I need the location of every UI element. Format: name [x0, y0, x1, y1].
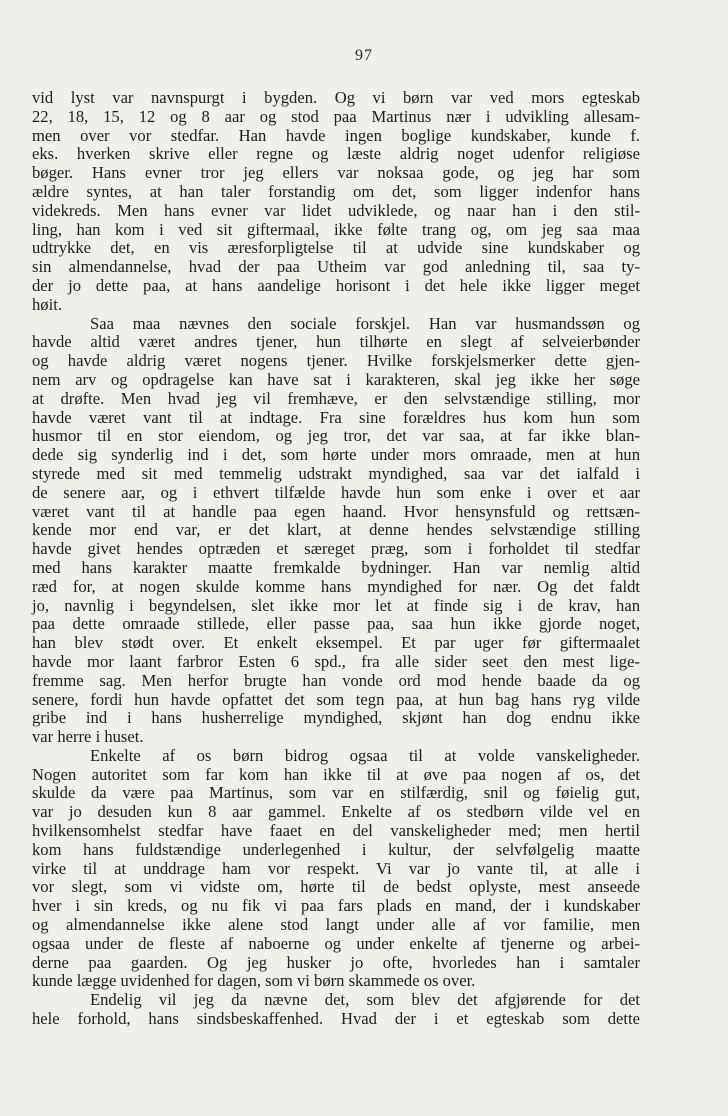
text-line: 22, 18, 15, 12 og 8 aar og stod paa Martinus nær i udvikling allesam- [32, 106, 640, 126]
text-line: skulde da være paa Martinus, som var en stilfærdig, snil og føielig gut, [32, 783, 640, 803]
text-line: vor slegt, som vi vidste om, hørte til de bedst oplyste, mest anseede [32, 877, 640, 897]
text-line: senere, fordi hun havde opfattet det som tegn paa, at hun bag hans ryg vilde [32, 689, 640, 709]
text-line: med hans karakter maatte fremkalde bydninger. Han var nemlig altid [32, 557, 640, 577]
text-line: høit. [32, 294, 62, 314]
text-line: var herre i huset. [32, 727, 144, 747]
text-line: udtrykke det, en vis æresforpligtelse til at udvide sine kundskaber og [32, 238, 640, 258]
text-line: var jo desuden kun 8 aar gammel. Enkelte af os stedbørn vilde vel en [32, 802, 640, 822]
text-line: ling, han kom i ved sit giftermaal, ikke følte trang og, om jeg saa maa [32, 219, 640, 239]
text-line: han blev stødt over. Et enkelt eksempel. Et par uger før giftermaalet [32, 633, 640, 653]
text-line: været vant til at handle paa egen haand. Hvor hensynsfuld og rettsæn- [32, 501, 640, 521]
text-line: ældre syntes, at han taler forstandig om det, som ligger indenfor hans [32, 181, 640, 201]
text-line: kom hans fuldstændige underlegenhed i kultur, der selvfølgelig maatte [32, 839, 640, 859]
body-text [32, 89, 640, 1029]
text-line: dede sig synderlig ind i det, som hørte under mors omraade, men at hun [32, 445, 640, 465]
text-line: hvilkensomhelst stedfar have faaet en del vanskeligheder med; men hertil [32, 821, 640, 841]
page-number: 97 [355, 47, 373, 64]
text-line: men over vor stedfar. Han havde ingen boglige kundskaber, kunde f. [32, 125, 640, 145]
text-line: hele forhold, hans sindsbeskaffenhed. Hvad der i et egteskab som dette [32, 1009, 640, 1029]
text-line: der jo dette paa, at hans aandelige horisont i det hele ikke ligger meget [32, 275, 640, 295]
text-line: at drøfte. Men hvad jeg vil fremhæve, er den selvstændige stilling, mor [32, 388, 640, 408]
text-line: Enkelte af os børn bidrog ogsaa til at volde vanskeligheder. [90, 745, 640, 765]
text-line: nem arv og opdragelse kan have sat i karakteren, skal jeg ikke her søge [32, 369, 640, 389]
text-line: derne paa gaarden. Og jeg husker jo ofte, hvorledes han i samtaler [32, 952, 640, 972]
text-line: og havde aldrig været nogens tjener. Hvilke forskjelsmerker dette gjen- [32, 351, 640, 371]
text-line: kende mor end var, er det klart, at denne hendes selvstændige stilling [32, 520, 640, 540]
text-line: ræd for, at nogen skulde komme hans myndighed for nær. Og det faldt [32, 576, 640, 596]
text-line: bøger. Hans evner tror jeg ellers var noksaa gode, og jeg har som [32, 163, 640, 183]
text-line: gribe ind i hans husherrelige myndighed, skjønt han dog endnu ikke [32, 708, 640, 728]
text-line: virke til at unddrage ham vor respekt. Vi var jo vante til, at alle i [32, 858, 640, 878]
text-line: husmor til en stor eiendom, og jeg tror, det var saa, at far ikke blan- [32, 426, 640, 446]
text-line: havde været vant til at indtage. Fra sine forældres hus kom hun som [32, 407, 640, 427]
text-line: jo, navnlig i begyndelsen, slet ikke mor let at finde sig i de krav, han [32, 595, 640, 615]
text-line: videkreds. Men hans evner var lidet udviklede, og naar han i den stil- [32, 200, 640, 220]
text-line: havde mor laant farbror Esten 6 spd., fra alle sider seet den mest lige- [32, 651, 640, 671]
text-line: og almendannelse ikke alene stod langt under alle af vor familie, men [32, 915, 640, 935]
text-line: fremme sag. Men herfor brugte han vonde ord mod hende baade da og [32, 670, 640, 690]
text-line: havde givet hendes optræden et særeget præg, som i forholdet til stedfar [32, 539, 640, 559]
text-line: Saa maa nævnes den sociale forskjel. Han var husmandssøn og [90, 313, 640, 333]
text-line: Nogen autoritet som far kom han ikke til at øve paa nogen af os, det [32, 764, 640, 784]
text-line: sin almendannelse, hvad der paa Utheim var god anledning til, saa ty- [32, 257, 640, 277]
text-line: ogsaa under de fleste af naboerne og under enkelte af tjenerne og arbei- [32, 933, 640, 953]
text-line: hver i sin kreds, og nu fik vi paa fars plads en mand, der i kundskaber [32, 896, 640, 916]
text-line: kunde lægge uvidenhed for dagen, som vi børn skammede os over. [32, 971, 476, 991]
text-line: paa dette omraade stillede, eller passe paa, saa hun ikke gjorde noget, [32, 614, 640, 634]
text-line: styrede med sit med temmelig udstrakt myndighed, saa var det ialfald i [32, 463, 640, 483]
text-line: de senere aar, og i ethvert tilfælde havde hun som enke i over et aar [32, 482, 640, 502]
text-line: eks. hverken skrive eller regne og læste aldrig noget udenfor religiøse [32, 144, 640, 164]
text-line: vid lyst var navnspurgt i bygden. Og vi børn var ved mors egteskab [32, 88, 640, 107]
text-line: Endelig vil jeg da nævne det, som blev det afgjørende for det [90, 990, 640, 1010]
text-line: havde altid været andres tjener, hun tilhørte en slegt af selveierbønder [32, 332, 640, 352]
